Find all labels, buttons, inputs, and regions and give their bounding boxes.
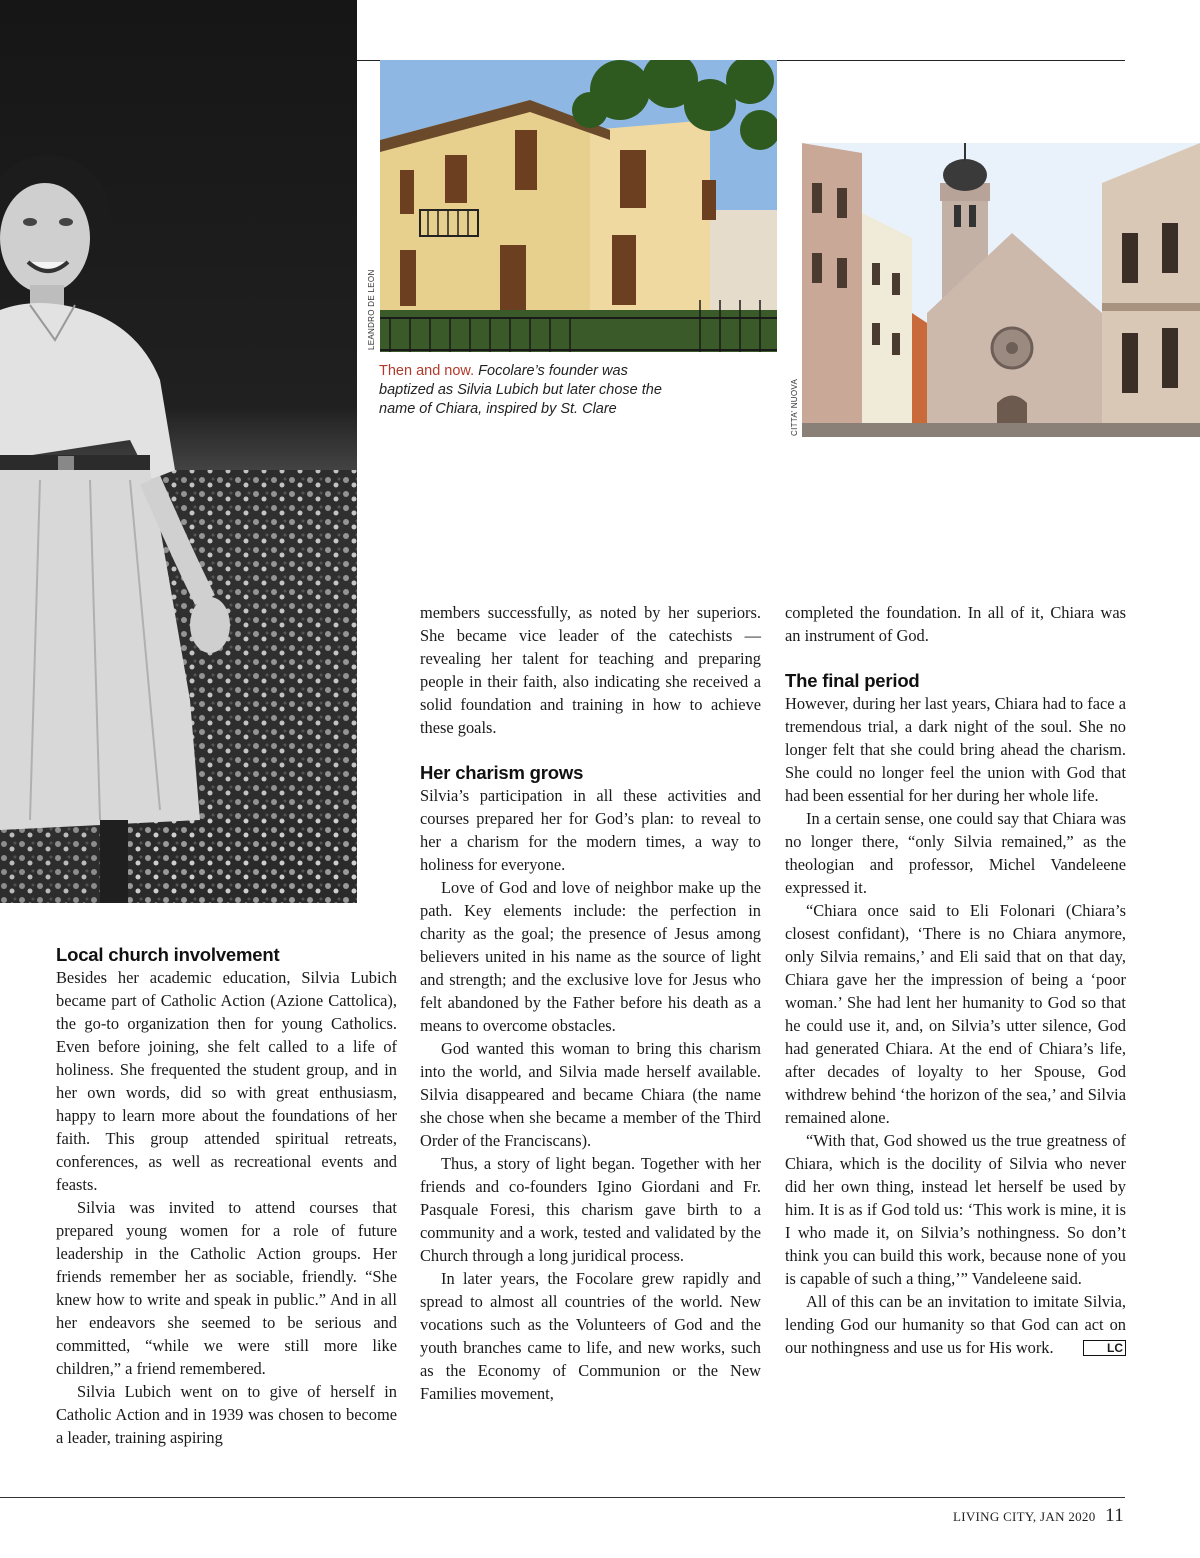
paragraph: Silvia Lubich went on to give of herself in Catholic Action and in 1939 was chosen to become a leader, training aspiring: [56, 1382, 397, 1447]
article-column-3: [785, 601, 1126, 1359]
photo-credit-cathedral: CITTA’ NUOVA: [790, 378, 799, 436]
photo-credit-house: LEANDRO DE LEON: [367, 269, 376, 350]
caption-lead: Then and now.: [379, 363, 475, 379]
paragraph: Thus, a story of light began. Together with her friends and co-founders Igino Giordani and Fr. Pasquale Foresi, this charism gave birth to a community and a work, tested and validated by the Church through a long juridical process.: [420, 1154, 761, 1265]
article-column-1: [56, 943, 397, 1449]
caption-text: Focolare’s founder was baptized as Silvia Lubich but later chose the name of Chiara, inspired by St. Clare: [379, 363, 662, 417]
paragraph: “With that, God showed us the true greatness of Chiara, which is the docility of Silvia who never did her own thing, instead let herself be used by him. It is as if God told us: ‘This work is mine, it is I who made it, on Silvia’s nothingness. So don’t think you can build this work, because none of you is capable of such a thing,’” Vandeleene said.: [785, 1131, 1126, 1288]
paragraph: In later years, the Focolare grew rapidly and spread to almost all countries of the world. New vocations such as the Volunteers of God and the youth branches came to life, and new works, such as the Economy of Communion or the New Families movement,: [420, 1269, 761, 1403]
house-photo: [380, 60, 777, 352]
paragraph: completed the foundation. In all of it, Chiara was an instrument of God.: [785, 603, 1126, 645]
page-footer: [953, 1505, 1124, 1527]
footer-rule: [0, 1497, 1125, 1498]
photo-caption: [379, 362, 679, 419]
section-heading-local-church: Local church involvement: [56, 944, 280, 965]
section-gap: [785, 647, 1126, 669]
paragraph: Silvia’s participation in all these activities and courses prepared her for God’s plan: to reveal to her a charism for the modern times, a way to holiness for everyone.: [420, 786, 761, 874]
section-heading-charism: Her charism grows: [420, 762, 584, 783]
section-heading-final-period: The final period: [785, 670, 920, 691]
page-number: 11: [1105, 1505, 1124, 1526]
publication-name: LIVING CITY, JAN 2020: [952, 1509, 1096, 1524]
cathedral-illustration: [802, 143, 1200, 437]
paragraph: “Chiara once said to Eli Folonari (Chiara’s closest confidant), ‘There is no Chiara anymore, only Silvia remains,’ and Eli said that on that day, Chiara gave her the impression of being a ‘poor woman.’ She had lent her humanity to God so that he could use it, and, on Silvia’s utter silence, God had generated Chiara. At the end of Chiara’s life, after decades of loyalty to her Spouse, God withdrew behind ‘the horizon of the sea,’ and Silvia remained alone.: [785, 901, 1126, 1127]
cathedral-photo: [802, 143, 1200, 437]
paragraph: God wanted this woman to bring this charism into the world, and Silvia made herself available. Silvia disappeared and became Chiara (the name she chose when she became a member of the Third Order of the Franciscans).: [420, 1039, 761, 1150]
paragraph: In a certain sense, one could say that Chiara was no longer there, “only Silvia remained,” as the theologian and professor, Michel Vandeleene expressed it.: [785, 809, 1126, 897]
paragraph: Love of God and love of neighbor make up the path. Key elements include: the perfection in charity as the goal; the presence of Jesus among believers united in his name as the source of light and strength; and the exclusive love for Jesus who felt abandoned by the Father before his death as a means to overcome obstacles.: [420, 878, 761, 1035]
paragraph: Besides her academic education, Silvia Lubich became part of Catholic Action (Azione Cattolica), the go-to organization then for young Catholics. Even before joining, she felt called to a life of holiness. She frequented the student group, and in her own words, did so with great enthusiasm, happy to learn more about the foundations of her faith. This group attended spiritual retreats, conferences, as well as recreational events and feasts.: [56, 968, 397, 1194]
paragraph: Silvia was invited to attend courses that prepared young women for a role of future leadership in the Catholic Action groups. Her friends remember her as sociable, friendly. “She knew how to write and speak in public.” And in all her endeavors she seemed to be serious and committed, “while we were still more like children,” a friend remembered.: [56, 1198, 397, 1378]
paragraph: members successfully, as noted by her superiors. She became vice leader of the catechists — revealing her talent for teaching and preparing people in their faith, also indicating she received a solid foundation and training in how to achieve these goals.: [420, 603, 761, 737]
portrait-illustration: [0, 0, 357, 903]
end-mark-logo: LC: [1083, 1340, 1126, 1356]
portrait-photo: [0, 0, 357, 903]
article-column-2: [420, 601, 761, 1405]
paragraph: However, during her last years, Chiara had to face a tremendous trial, a dark night of the soul. She no longer felt that she could bring ahead the charism. She could no longer feel the union with God that had been essential for her during her whole life.: [785, 694, 1126, 805]
paragraph-final: [785, 1290, 1126, 1359]
house-illustration: [380, 60, 777, 352]
section-gap: [420, 739, 761, 761]
spacer: [357, 0, 358, 60]
final-paragraph-text: All of this can be an invitation to imitate Silvia, lending God our humanity so that God can act on our nothingness and use us for His work.: [785, 1292, 1126, 1357]
